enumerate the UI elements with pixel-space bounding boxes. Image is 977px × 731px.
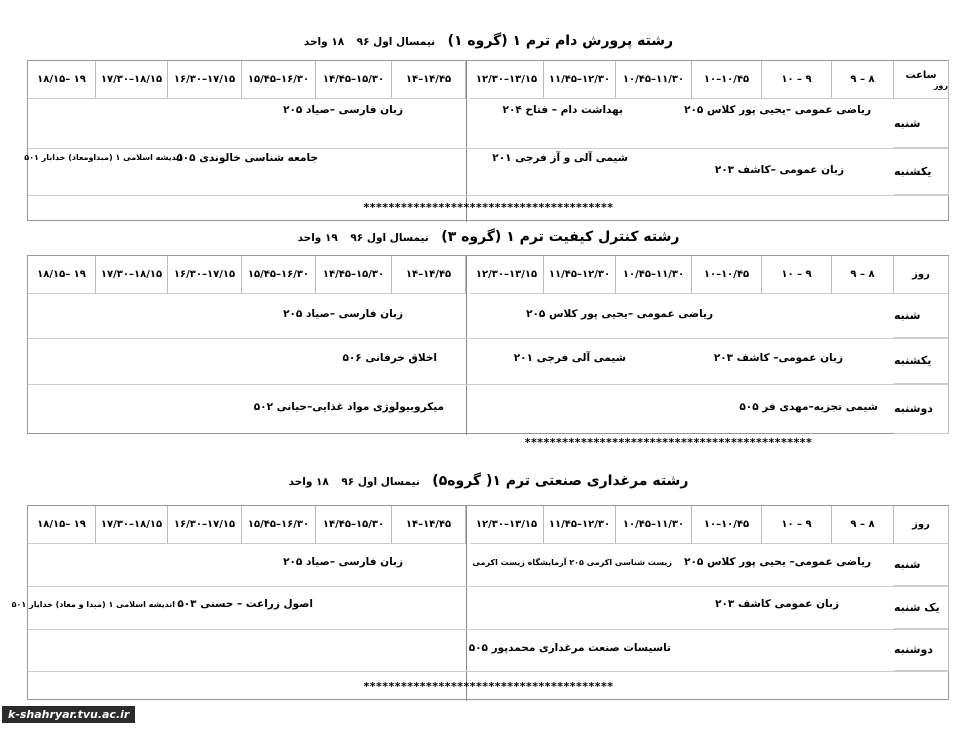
row-line [28,148,949,149]
slot-9: ۱۶/۳۰–۱۵/۴۵ [242,506,316,544]
slot-12: ۱۹ –۱۸/۱۵ [28,506,96,544]
class-entry: زبان عمومی– کاشف ۲۰۳ [713,352,843,364]
slot-8: ۱۵/۳۰–۱۴/۴۵ [316,61,392,99]
section-2-semester: نیمسال اول ۹۶ [350,232,429,244]
row-line [28,629,949,630]
day-label: یکشنبه [894,148,949,195]
section-2-table [27,255,949,434]
class-entry: تاسیسات صنعت مرغداری محمدپور ۵۰۵ [468,642,671,654]
class-entry: ریاضی عمومی– یحیی پور کلاس ۲۰۵ [684,556,871,568]
slot-8: ۱۵/۳۰–۱۴/۴۵ [316,506,392,544]
slot-10: ۱۷/۱۵–۱۶/۳۰ [168,61,242,99]
slot-5: ۱۲/۳۰–۱۱/۴۵ [544,506,616,544]
corner-header: روز [894,506,949,544]
slot-7: ۱۴/۴۵–۱۴ [392,61,466,99]
section-1-table [24,60,949,221]
slot-1: ۸ – ۹ [832,256,894,294]
class-entry: زیست شناسی اکرمی ۲۰۵ آزمایشگاه زیست اکرمی [472,558,672,567]
section-1-title-row [0,33,977,49]
class-entry: ریاضی عمومی –یحیی پور کلاس ۲۰۵ [684,104,871,116]
class-entry: میکروبیولوژی مواد غذایی–حیانی ۵۰۲ [253,401,444,413]
class-entry: شیمی آلی فرجی ۲۰۱ [513,352,626,364]
slot-7: ۱۴/۴۵–۱۴ [392,506,466,544]
slot-12: ۱۹ –۱۸/۱۵ [28,256,96,294]
corner-label: ساعت [905,69,937,81]
divider [466,61,467,222]
row-line [28,586,949,587]
section-2-title-row [0,229,977,245]
slot-1: ۸ – ۹ [832,506,894,544]
day-label: شنبه [894,544,949,586]
corner-header [894,61,949,99]
slot-9: ۱۶/۳۰–۱۵/۴۵ [242,61,316,99]
day-label: دوشنبه [894,629,949,671]
class-entry: زبان فارسی –صیاد ۲۰۵ [283,308,403,320]
slot-11: ۱۸/۱۵–۱۷/۳۰ [96,506,168,544]
day-label: شنبه [894,294,949,338]
class-entry: زبان فارسی –صیاد ۲۰۵ [283,104,403,116]
class-entry: اصول زراعت – حسنی ۵۰۳ [177,598,313,610]
class-entry: شیمی تجزیه–مهدی فر ۵۰۵ [739,401,878,413]
section-3-units: ۱۸ واحد [288,476,329,488]
slot-8: ۱۵/۳۰–۱۴/۴۵ [316,256,392,294]
slot-2: ۹ – ۱۰ [762,61,832,99]
slot-3: ۱۰/۴۵–۱۰ [692,506,762,544]
slot-5: ۱۲/۳۰–۱۱/۴۵ [544,61,616,99]
slot-12: ۱۹ –۱۸/۱۵ [28,61,96,99]
section-3-semester: نیمسال اول ۹۶ [341,476,420,488]
slot-3: ۱۰/۴۵–۱۰ [692,256,762,294]
section-3-stars: **************************************** [363,680,614,693]
section-2-units: ۱۹ واحد [297,232,338,244]
day-label: شنبه [894,99,949,148]
class-entry: ریاضی عمومی –یحیی پور کلاس ۲۰۵ [526,308,713,320]
slot-6: ۱۳/۱۵–۱۲/۳۰ [470,61,544,99]
slot-4: ۱۱/۳۰–۱۰/۴۵ [616,61,692,99]
class-entry: اخلاق خرفانی ۵۰۶ [342,352,437,364]
slot-7: ۱۴/۴۵–۱۴ [392,256,466,294]
slot-4: ۱۱/۳۰–۱۰/۴۵ [616,256,692,294]
slot-2: ۹ – ۱۰ [762,256,832,294]
section-1-units: ۱۸ واحد [303,36,345,48]
slot-2: ۹ – ۱۰ [762,506,832,544]
section-1-semester: نیمسال اول ۹۶ [356,36,436,48]
corner-header: روز [894,256,949,294]
row-line [28,338,949,339]
row-line [28,384,949,385]
section-3-table [11,505,949,700]
slot-1: ۸ – ۹ [832,61,894,99]
class-entry: زبان عمومی کاشف ۲۰۳ [715,598,839,610]
section-3-title: رشته مرغداری صنعتی ترم ۱( گروه۵) [432,473,689,489]
slot-11: ۱۸/۱۵–۱۷/۳۰ [96,61,168,99]
slot-6: ۱۳/۱۵–۱۲/۳۰ [470,256,544,294]
section-3-title-row [0,473,977,489]
section-1-stars: **************************************** [363,201,614,214]
day-label: دوشنبه [894,384,949,434]
slot-3: ۱۰/۴۵–۱۰ [692,61,762,99]
slot-10: ۱۷/۱۵–۱۶/۳۰ [168,256,242,294]
row-line [28,671,949,672]
corner-sub-label: روز [933,80,948,90]
divider [466,256,467,435]
section-1-title: رشته پرورش دام ترم ۱ (گروه ۱) [447,33,674,49]
slot-11: ۱۸/۱۵–۱۷/۳۰ [96,256,168,294]
row-line [28,195,949,196]
day-label: یک شنبه [894,586,949,629]
class-entry: اندیشه اسلامی ۱ (مبدا و معاد) خدایار ۵۰۱ [11,600,175,609]
class-entry: شیمی آلی و آز فرجی ۲۰۱ [492,152,628,164]
class-entry: بهداشت دام – فتاح ۲۰۴ [502,104,623,116]
section-2-stars: ********************************************** [524,436,813,449]
class-entry: زبان عمومی –کاشف ۲۰۳ [714,164,844,176]
slot-4: ۱۱/۳۰–۱۰/۴۵ [616,506,692,544]
class-entry: جامعه شناسی خالوندی ۵۰۵ [176,152,318,164]
slot-9: ۱۶/۳۰–۱۵/۴۵ [242,256,316,294]
slot-10: ۱۷/۱۵–۱۶/۳۰ [168,506,242,544]
slot-6: ۱۳/۱۵–۱۲/۳۰ [470,506,544,544]
section-2-title: رشته کنترل کیفیت ترم ۱ (گروه ۳) [441,229,680,245]
class-entry: زبان فارسی –صیاد ۲۰۵ [283,556,403,568]
class-entry: اندیشه اسلامی ۱ (مبداومعاد) خدابار ۵۰۱ [24,153,182,162]
site-footer-link[interactable]: k-shahryar.tvu.ac.ir [2,706,135,723]
day-label: یکشنبه [894,338,949,384]
slot-5: ۱۲/۳۰–۱۱/۴۵ [544,256,616,294]
